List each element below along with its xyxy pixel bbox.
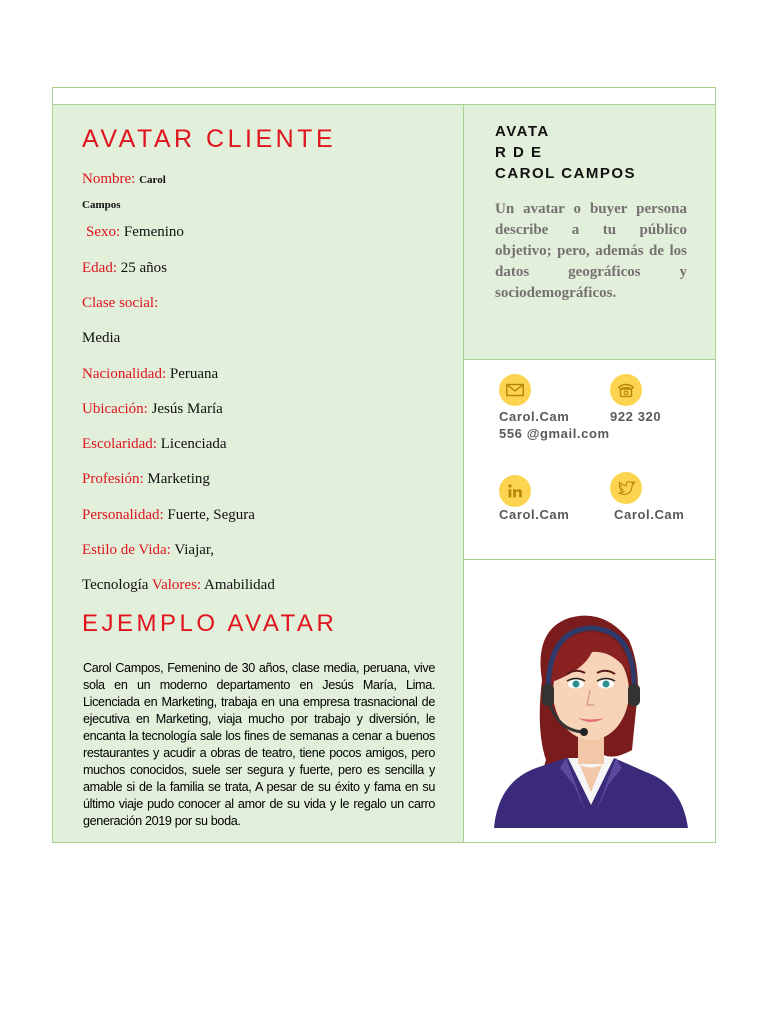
field-value: Femenino bbox=[123, 224, 184, 240]
avatar-illustration-panel bbox=[464, 560, 715, 842]
field-label: Valores: bbox=[151, 577, 202, 593]
field-label: Ubicación: bbox=[82, 401, 148, 417]
field-label: Escolaridad: bbox=[82, 436, 157, 452]
field-ubicacion bbox=[82, 401, 223, 418]
field-sexo bbox=[86, 224, 184, 241]
linkedin-icon[interactable] bbox=[499, 475, 531, 507]
field-value: Jesús María bbox=[151, 401, 223, 417]
field-nombre-line2: Campos bbox=[82, 199, 121, 211]
field-label: Profesión: bbox=[82, 471, 144, 487]
field-nombre bbox=[82, 171, 166, 188]
field-value: Viajar, bbox=[174, 542, 215, 558]
top-strip bbox=[53, 88, 715, 105]
field-valores bbox=[82, 577, 275, 594]
heading-line: AVATA bbox=[495, 123, 550, 140]
linkedin-contact-label[interactable]: Carol.Cam bbox=[499, 507, 570, 522]
mail-icon[interactable] bbox=[499, 374, 531, 406]
field-label: Estilo de Vida: bbox=[82, 542, 171, 558]
avatar-description: Un avatar o buyer persona describe a tu público objetivo; pero, además de los datos geográficos y sociodemográficos. bbox=[495, 201, 687, 301]
field-value: 25 años bbox=[120, 260, 167, 276]
phone-icon[interactable] bbox=[610, 374, 642, 406]
twitter-contact-label[interactable]: Carol.Cam bbox=[614, 507, 685, 522]
heading-line: CAROL CAMPOS bbox=[495, 165, 637, 182]
avatar-cliente-title: AVATAR CLIENTE bbox=[82, 125, 337, 153]
field-value: Marketing bbox=[147, 471, 210, 487]
field-value: Fuerte, Segura bbox=[167, 507, 255, 523]
avatar-name-heading bbox=[495, 121, 636, 184]
field-profesion bbox=[82, 471, 210, 488]
field-nacionalidad bbox=[82, 366, 218, 383]
field-value: Licenciada bbox=[160, 436, 227, 452]
field-label: Nacionalidad: bbox=[82, 366, 167, 382]
field-label: Edad: bbox=[82, 260, 117, 276]
field-label: Personalidad: bbox=[82, 507, 164, 523]
field-value: Carol bbox=[139, 174, 166, 186]
field-escolaridad bbox=[82, 436, 227, 453]
heading-line: R D E bbox=[495, 144, 543, 161]
field-personalidad bbox=[82, 507, 255, 524]
ejemplo-avatar-title: EJEMPLO AVATAR bbox=[82, 610, 338, 637]
contact-line2[interactable]: 556 @gmail.com bbox=[499, 426, 610, 441]
twitter-icon[interactable] bbox=[610, 472, 642, 504]
field-label: Clase social: bbox=[82, 295, 159, 311]
field-clase-social bbox=[82, 295, 158, 312]
avatar-illustration bbox=[464, 560, 715, 842]
field-label: Sexo: bbox=[86, 224, 121, 240]
field-edad bbox=[82, 260, 167, 277]
field-clase-social-value: Media bbox=[82, 330, 121, 346]
left-panel bbox=[53, 105, 464, 842]
avatar-card bbox=[52, 87, 716, 843]
field-estilo-vida bbox=[82, 542, 214, 559]
email-contact-label[interactable]: Carol.Cam bbox=[499, 409, 570, 424]
phone-contact-label[interactable]: 922 320 bbox=[610, 409, 662, 424]
example-paragraph: Carol Campos, Femenino de 30 años, clase media, peruana, vive sola en un moderno departamento en Jesús María, Lima. Licenciada en Marketing, trabaja en una empresa trasnacional de ejecutiva en Marketing, viaja mucho por trabajo y diversión, le encanta la tecnología sale los fines de semanas a cenar a buenos restaurantes y acudir a obras de teatro, tiene pocos amigos, pero muchos conocidos, suele ser segura y fuerte, pero es sencilla y amable si de la familia se trata, A pesar de su éxito y fama en su último viaje pudo conocer al amor de su vida y le regalo un carro generación 2019 por su boda. bbox=[83, 661, 435, 828]
field-value: Amabilidad bbox=[204, 577, 275, 593]
right-top-panel bbox=[464, 105, 715, 360]
field-estilo-vida-line2: Tecnología bbox=[82, 577, 149, 593]
field-label: Nombre: bbox=[82, 171, 136, 187]
contacts-panel bbox=[464, 360, 715, 560]
field-value: Peruana bbox=[169, 366, 219, 382]
